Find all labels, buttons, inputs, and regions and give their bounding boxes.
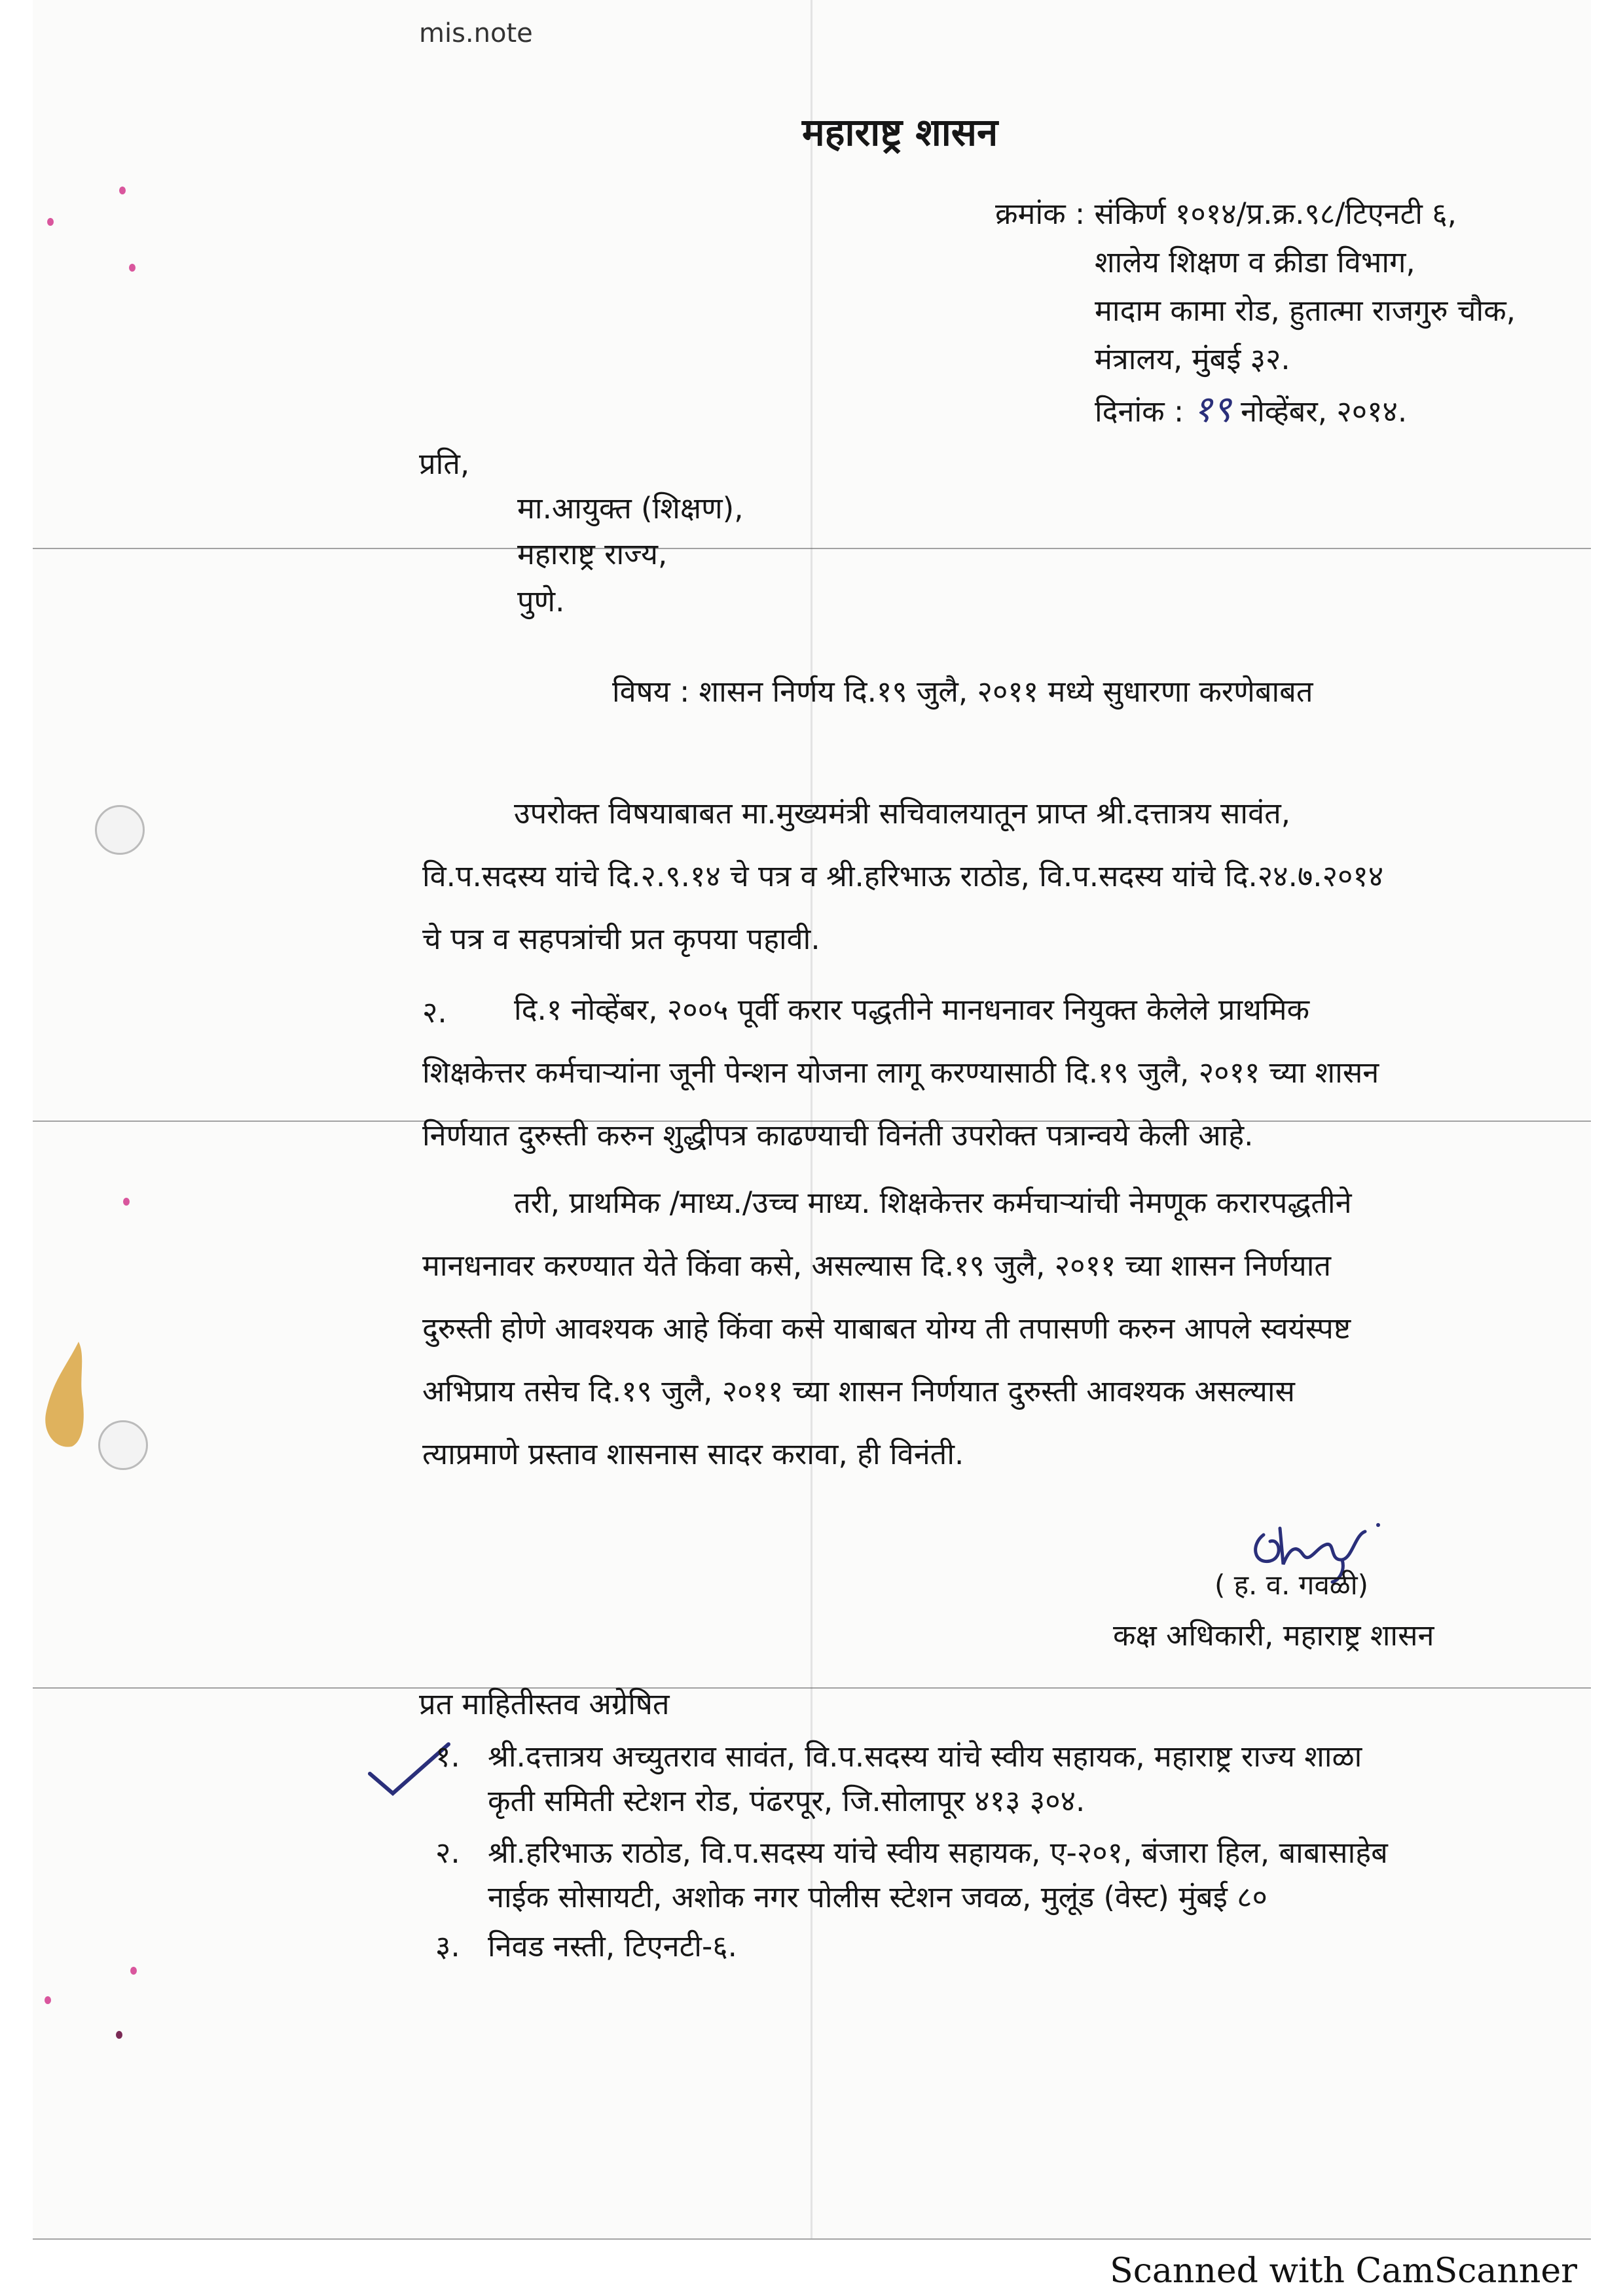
- addressee-line-1: मा.आयुक्त (शिक्षण),: [517, 491, 744, 526]
- copy-item-line: नाईक सोसायटी, अशोक नगर पोलीस स्टेशन जवळ, मुलूंड (वेस्ट) मुंबई ८०: [488, 1880, 1267, 1914]
- note-label: mis.note: [419, 18, 533, 48]
- paragraph-line: निर्णयात दुरुस्ती करुन शुद्धीपत्र काढण्याची विनंती उपरोक्त पत्रान्वये केली आहे.: [422, 1118, 1254, 1153]
- copy-item: [435, 1831, 1561, 1922]
- signatory-name: ( ह. व. गवळी): [1214, 1569, 1368, 1601]
- ink-spot: [123, 1198, 130, 1206]
- copy-item-line: कृती समिती स्टेशन रोड, पंढरपूर, जि.सोलापूर ४१३ ३०४.: [488, 1784, 1085, 1818]
- paragraph-line: तरी, प्राथमिक /माध्य./उच्च माध्य. शिक्षकेत्तर कर्मचाऱ्यांची नेमणूक करारपद्धतीने: [514, 1185, 1352, 1220]
- addressee-line-3: पुणे.: [517, 584, 565, 619]
- paragraph-line: शिक्षकेत्तर कर्मचाऱ्यांना जूनी पेन्शन योजना लागू करण्यासाठी दि.१९ जुलै, २०११ च्या शासन: [422, 1055, 1379, 1090]
- date-prefix: दिनांक :: [1095, 394, 1184, 429]
- address-line-2: मंत्रालय, मुंबई ३२.: [1095, 342, 1290, 376]
- ink-spot: [129, 264, 136, 272]
- paragraph-line: वि.प.सदस्य यांचे दि.२.९.१४ चे पत्र व श्री.हरिभाऊ राठोड, वि.प.सदस्य यांचे दि.२४.७.२०१४: [422, 859, 1384, 893]
- government-title: महाराष्ट्र शासन: [802, 110, 998, 154]
- copy-item-line: निवड नस्ती, टिएनटी-६.: [488, 1929, 737, 1964]
- stain-mark: [39, 1342, 101, 1453]
- copy-item: [435, 1924, 1561, 1970]
- paragraph-1: [422, 782, 1483, 971]
- handwritten-date: १९: [1193, 388, 1231, 431]
- copy-item-number: १.: [435, 1739, 460, 1774]
- paragraph-3: [422, 1172, 1483, 1486]
- punch-hole: [98, 1420, 148, 1470]
- date-suffix: नोव्हेंबर, २०१४.: [1241, 394, 1408, 429]
- fold-line: [33, 548, 1591, 549]
- copy-item-number: २.: [435, 1835, 460, 1870]
- addressee-prati: प्रति,: [419, 446, 470, 481]
- ink-spot: [130, 1967, 137, 1975]
- punch-hole: [95, 805, 145, 855]
- ink-spot: [47, 218, 54, 226]
- department: शालेय शिक्षण व क्रीडा विभाग,: [1095, 245, 1415, 279]
- paragraph-line: अभिप्राय तसेच दि.१९ जुलै, २०११ च्या शासन निर्णयात दुरुस्ती आवश्यक असल्यास: [422, 1374, 1295, 1408]
- fold-line: [33, 1687, 1591, 1689]
- addressee-line-2: महाराष्ट्र राज्य,: [517, 537, 668, 571]
- reference-number: क्रमांक : संकिर्ण १०१४/प्र.क्र.९८/टिएनटी ६,: [995, 196, 1457, 231]
- ink-spot: [116, 2031, 122, 2039]
- paragraph-2-number: २.: [422, 995, 447, 1030]
- paragraph-line: उपरोक्त विषयाबाबत मा.मुख्यमंत्री सचिवालयातून प्राप्त श्री.दत्तात्रय सावंत,: [514, 796, 1291, 831]
- scanner-watermark: Scanned with CamScanner: [1110, 2251, 1577, 2291]
- copy-item-number: ३.: [435, 1929, 460, 1964]
- address-line-1: मादाम कामा रोड, हुतात्मा राजगुरु चौक,: [1095, 293, 1516, 328]
- copy-heading: प्रत माहितीस्तव अग्रेषित: [419, 1687, 670, 1721]
- date-line: [1095, 386, 1407, 434]
- copy-item-line: श्री.दत्तात्रय अच्युतराव सावंत, वि.प.सदस्य यांचे स्वीय सहायक, महाराष्ट्र राज्य शाळा: [488, 1739, 1362, 1774]
- copy-item-line: श्री.हरिभाऊ राठोड, वि.प.सदस्य यांचे स्वीय सहायक, ए-२०१, बंजारा हिल, बाबासाहेब: [488, 1835, 1388, 1870]
- paragraph-line: त्याप्रमाणे प्रस्ताव शासनास सादर करावा, ही विनंती.: [422, 1437, 964, 1471]
- paragraph-line: दि.१ नोव्हेंबर, २००५ पूर्वी करार पद्धतीने मानधनावर नियुक्त केलेले प्राथमिक: [514, 992, 1310, 1027]
- fold-line: [33, 2238, 1591, 2240]
- ink-spot: [45, 1996, 51, 2004]
- paragraph-line: चे पत्र व सहपत्रांची प्रत कृपया पहावी.: [422, 922, 820, 956]
- signatory-designation: कक्ष अधिकारी, महाराष्ट्र शासन: [1113, 1618, 1434, 1653]
- ink-spot: [119, 187, 126, 194]
- subject-line: विषय : शासन निर्णय दि.१९ जुलै, २०११ मध्ये सुधारणा करणेबाबत: [612, 674, 1313, 709]
- paragraph-line: दुरुस्ती होणे आवश्यक आहे किंवा कसे याबाबत योग्य ती तपासणी करुन आपले स्वयंस्पष्ट: [422, 1311, 1351, 1346]
- paragraph-2: [422, 978, 1483, 1167]
- copy-item: [435, 1734, 1561, 1826]
- paragraph-line: मानधनावर करण्यात येते किंवा कसे, असल्यास दि.१९ जुलै, २०११ च्या शासन निर्णयात: [422, 1248, 1332, 1283]
